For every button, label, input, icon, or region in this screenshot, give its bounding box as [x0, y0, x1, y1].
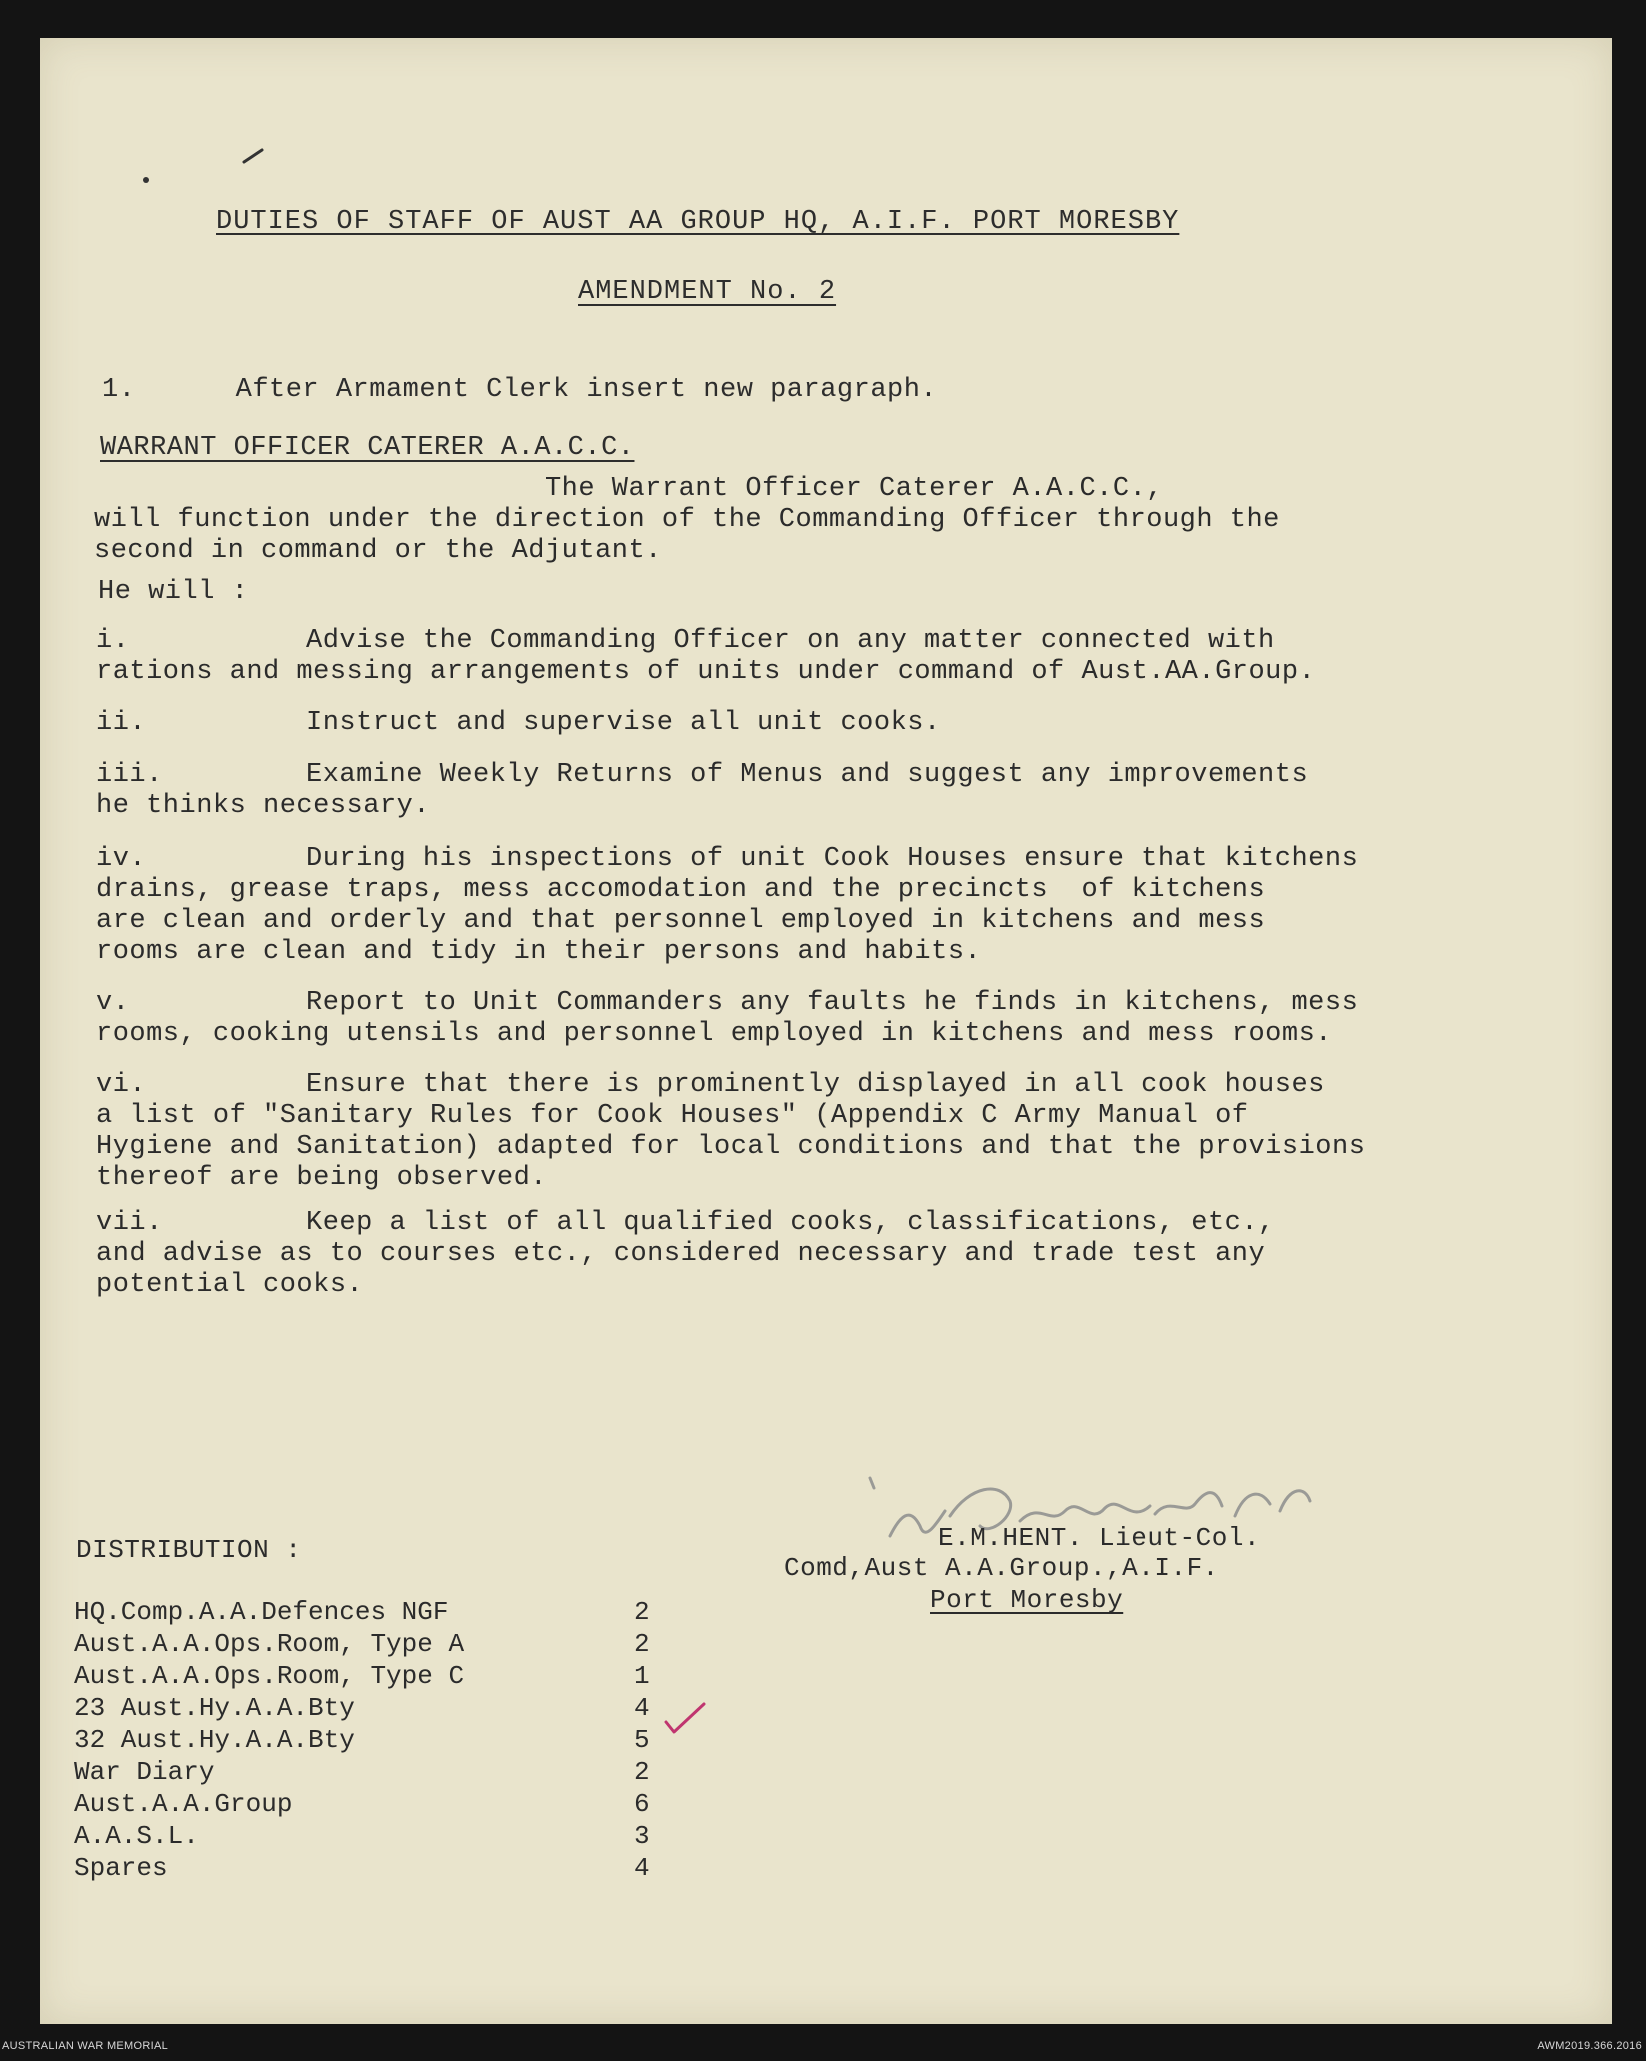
duty-item-line: rations and messing arrangements of units under command of Aust.AA.Group. [96, 657, 1316, 687]
distribution-recipient: HQ.Comp.A.A.Defences NGF [74, 1597, 449, 1627]
duty-item-line: Report to Unit Commanders any faults he finds in kitchens, mess [306, 988, 1359, 1018]
duty-item-line: Examine Weekly Returns of Menus and suggest any improvements [306, 760, 1309, 790]
distribution-count: 2 [634, 1757, 650, 1787]
duty-item-vi [96, 1070, 1606, 1194]
duty-item-line: thereof are being observed. [96, 1163, 547, 1193]
duty-item-line: Keep a list of all qualified cooks, classifications, etc., [306, 1208, 1275, 1238]
duty-item-line: and advise as to courses etc., considered necessary and trade test any [96, 1239, 1266, 1269]
distribution-count: 4 [634, 1853, 650, 1883]
duty-item-line: rooms, cooking utensils and personnel employed in kitchens and mess rooms. [96, 1019, 1332, 1049]
signature-rank: Comd,Aust A.A.Group.,A.I.F. [784, 1553, 1219, 1583]
distribution-count: 4 [634, 1693, 650, 1723]
archive-credit: AUSTRALIAN WAR MEMORIAL [2, 2040, 169, 2052]
distribution-recipient: War Diary [74, 1757, 215, 1787]
instruction-line: 1. After Armament Clerk insert new paragraph. [102, 375, 938, 405]
signature-name: E.M.HENT. Lieut-Col. [938, 1523, 1261, 1553]
ink-dot-mark [140, 170, 170, 190]
distribution-count: 6 [634, 1789, 650, 1819]
document-title: DUTIES OF STAFF OF AUST AA GROUP HQ, A.I.F. PORT MORESBY [216, 207, 1180, 237]
distribution-row [74, 1756, 694, 1788]
duty-item-line: are clean and orderly and that personnel employed in kitchens and mess [96, 906, 1266, 936]
intro-paragraph [94, 474, 1594, 567]
duty-item-i [96, 626, 1606, 688]
duty-item-number: vii. [96, 1208, 163, 1238]
distribution-row [74, 1852, 694, 1884]
signature-place: Port Moresby [930, 1585, 1124, 1615]
duty-item-line: Ensure that there is prominently displayed in all cook houses [306, 1070, 1325, 1100]
duty-item-line: potential cooks. [96, 1270, 364, 1300]
archive-reference: AWM2019.366.2016 [1537, 2040, 1642, 2052]
distribution-count: 3 [634, 1821, 650, 1851]
duty-item-number: ii. [96, 708, 147, 738]
distribution-row [74, 1724, 694, 1756]
amendment-heading: AMENDMENT No. 2 [578, 277, 837, 307]
duty-item-line: During his inspections of unit Cook Houses ensure that kitchens [306, 844, 1359, 874]
duty-item-line: Instruct and supervise all unit cooks. [306, 708, 941, 738]
duty-item-number: iv. [96, 844, 147, 874]
document-page [40, 38, 1612, 2024]
section-subheading: WARRANT OFFICER CATERER A.A.C.C. [100, 433, 635, 463]
duty-item-line: a list of "Sanitary Rules for Cook Houses" (Appendix C Army Manual of [96, 1101, 1249, 1131]
duty-item-v [96, 988, 1606, 1050]
duty-item-line: drains, grease traps, mess accomodation and the precincts of kitchens [96, 875, 1266, 905]
distribution-row [74, 1692, 694, 1724]
distribution-recipient: Aust.A.A.Group [74, 1789, 293, 1819]
distribution-heading: DISTRIBUTION : [76, 1535, 302, 1565]
duty-item-number: iii. [96, 760, 163, 790]
duty-item-line: Hygiene and Sanitation) adapted for local conditions and that the provisions [96, 1132, 1366, 1162]
distribution-recipient: A.A.S.L. [74, 1821, 199, 1851]
distribution-row [74, 1660, 694, 1692]
duty-item-number: v. [96, 988, 130, 1018]
distribution-row [74, 1596, 694, 1628]
duty-item-number: vi. [96, 1070, 147, 1100]
duty-item-number: i. [96, 626, 130, 656]
he-will-label: He will : [98, 577, 249, 607]
duty-item-ii [96, 708, 1606, 739]
checkmark-icon [660, 1698, 710, 1738]
distribution-row [74, 1788, 694, 1820]
intro-line: The Warrant Officer Caterer A.A.C.C., [94, 474, 1163, 504]
distribution-count: 5 [634, 1725, 650, 1755]
distribution-recipient: 23 Aust.Hy.A.A.Bty [74, 1693, 355, 1723]
distribution-recipient: Spares [74, 1853, 168, 1883]
distribution-count: 2 [634, 1597, 650, 1627]
duty-item-line: rooms are clean and tidy in their persons and habits. [96, 937, 982, 967]
distribution-count: 1 [634, 1661, 650, 1691]
distribution-row [74, 1628, 694, 1660]
duty-item-line: he thinks necessary. [96, 791, 431, 821]
distribution-recipient: 32 Aust.Hy.A.A.Bty [74, 1725, 355, 1755]
intro-line: second in command or the Adjutant. [94, 536, 662, 566]
distribution-recipient: Aust.A.A.Ops.Room, Type A [74, 1629, 465, 1659]
distribution-count: 2 [634, 1629, 650, 1659]
duty-item-line: Advise the Commanding Officer on any matter connected with [306, 626, 1275, 656]
duty-item-vii [96, 1208, 1606, 1301]
duty-item-iii [96, 760, 1606, 822]
distribution-row [74, 1820, 694, 1852]
distribution-recipient: Aust.A.A.Ops.Room, Type C [74, 1661, 465, 1691]
intro-line: will function under the direction of the Commanding Officer through the [94, 505, 1280, 535]
pen-stroke-mark [240, 146, 270, 166]
duty-item-iv [96, 844, 1606, 968]
